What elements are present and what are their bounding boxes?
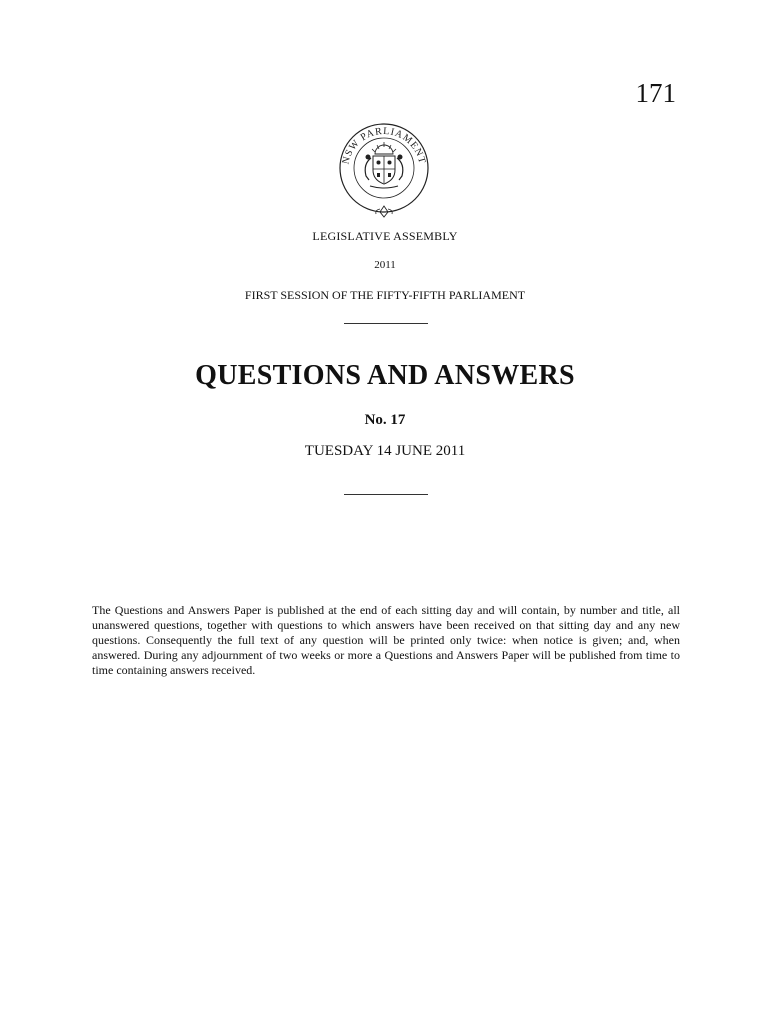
svg-text:NSW PARLIAMENT: NSW PARLIAMENT bbox=[340, 125, 428, 166]
divider-rule bbox=[344, 494, 428, 495]
publication-notice: The Questions and Answers Paper is published at the end of each sitting day and will contain, by number and title, all unanswered questions, together with questions to which answers have been received on that sitting day and any new questions. Consequently the full text of any question will be printed only twice: when notice is given; and, when answered. During any adjournment of two weeks or more a Questions and Answers Paper will be published from time to time containing answers received. bbox=[92, 603, 680, 677]
session-year: 2011 bbox=[374, 259, 396, 271]
session-name: FIRST SESSION OF THE FIFTY-FIFTH PARLIAMENT bbox=[244, 288, 526, 302]
document-title: QUESTIONS AND ANSWERS bbox=[195, 360, 575, 391]
divider-rule bbox=[344, 323, 428, 324]
parliament-seal-icon bbox=[335, 118, 433, 218]
issue-date: TUESDAY 14 JUNE 2011 bbox=[304, 443, 466, 459]
page-number: 171 bbox=[635, 78, 676, 108]
house-name: LEGISLATIVE ASSEMBLY bbox=[312, 229, 458, 243]
issue-number: No. 17 bbox=[364, 412, 406, 428]
